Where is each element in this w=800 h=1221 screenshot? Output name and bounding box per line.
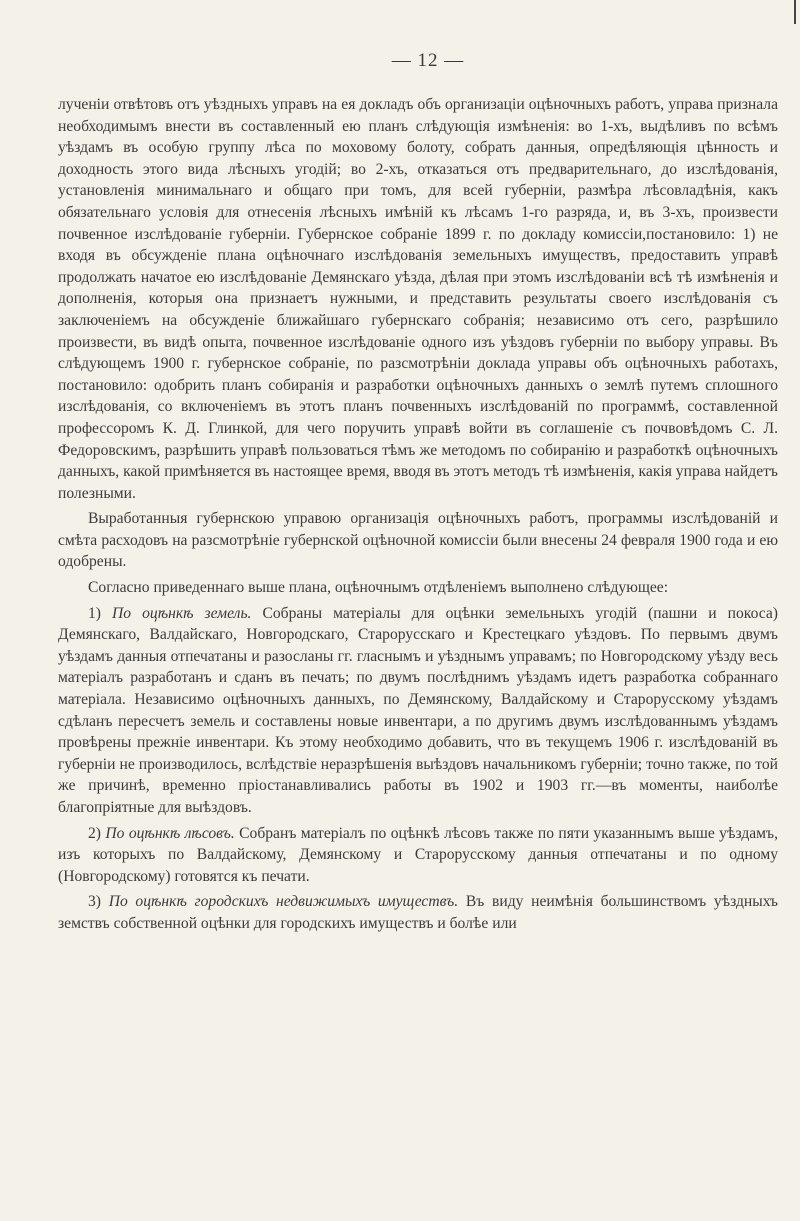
item-text: Собраны матеріалы для оцѣнки земельныхъ угодій (пашни и покоса) Демянскаго, Валдайскаго, Новгородскаго, Старорусскаго и Крестецкаго уѣздовъ. По первымъ двумъ уѣздамъ данныя отпечатаны и разосланы гг. гласнымъ и уѣзднымъ управамъ; по Новгородскому уѣзду весь матеріалъ разработанъ и сданъ въ печать; по двумъ послѣднимъ уѣздамъ идетъ разработка собраннаго матеріала. Независимо оцѣночныхъ данныхъ, по Демянскому, Валдайскому и Старорусскому уѣздамъ сдѣланъ пересчетъ земель и составлены новые инвентари, а по другимъ двумъ изслѣдованнымъ уѣздамъ провѣрены прежніе инвентари. Къ этому необходимо добавить, что въ текущемъ 1906 г. изслѣдованій въ губерніи не производилось, вслѣдствіе неразрѣшенія выѣздовъ начальникомъ губерніи; точно также, по той же причинѣ, временно пріостанавливались работы въ 1902 и 1903 гг.—въ моменты, наиболѣе благопріятные для выѣздовъ. — [58, 604, 778, 816]
list-item-land-valuation — [58, 603, 778, 819]
paragraph-approval: Выработанныя губернскою управою организація оцѣночныхъ работъ, программы изслѣдованій и смѣта расходовъ на разсмотрѣніе губернской оцѣночной комиссіи были внесены 24 февраля 1900 года и ею одобрены. — [58, 510, 778, 571]
item-number: 3) — [88, 893, 101, 911]
item-number: 2) — [88, 824, 101, 842]
item-number: 1) — [88, 604, 101, 622]
paragraph-plan-intro: Согласно приведеннаго выше плана, оцѣночнымъ отдѣленіемъ выполнено слѣдующее: — [88, 579, 669, 597]
paragraph-continuation: лученіи отвѣтовъ отъ уѣздныхъ управъ на ея докладъ объ организаціи оцѣночныхъ работъ, управа признала необходимымъ внести въ составленный ею планъ слѣдующія измѣненія: во 1-хъ, выдѣливъ по всѣмъ уѣздамъ въ особую группу лѣса по моховому болоту, собрать данныя, опредѣляющія цѣнность и доходность этого вида лѣсныхъ угодій; во 2-хъ, отказаться отъ предварительнаго, до изслѣдованія, установленія минимальнаго и общаго при томъ, для всей губерніи, размѣра лѣсовладѣнія, какъ обязательнаго условія для отнесенія лѣсныхъ имѣній къ лѣсамъ 1-го разряда, и, въ 3-хъ, произвести почвенное изслѣдованіе губерніи. Губернское собраніе 1899 г. по докладу комиссіи,постановило: 1) не входя въ обсужденіе плана оцѣночнаго изслѣдованія земельныхъ имуществъ, предоставить управѣ продолжать начатое ею изслѣдованіе Демянскаго уѣзда, дѣлая при этомъ изслѣдованіи всѣ тѣ измѣненія и дополненія, которыя она признаетъ нужными, и представить результаты своего изслѣдованія съ заключеніемъ на обсужденіе ближайшаго губернскаго собранія; независимо отъ сего, разрѣшило произвести, въ видѣ опыта, почвенное изслѣдованіе одного изъ уѣздовъ губерніи по выбору управы. Въ слѣдующемъ 1900 г. губернское собраніе, по разсмотрѣніи доклада управы объ оцѣночныхъ работахъ, постановило: одобрить планъ собиранія и разработки оцѣночныхъ данныхъ о землѣ путемъ сплошного изслѣдованія, со включеніемъ въ этотъ планъ почвенныхъ изслѣдованій по программѣ, составленной профессоромъ К. Д. Глинкой, для чего поручить управѣ войти въ соглашеніе съ почвовѣдомъ С. Л. Федоровскимъ, разрѣшить управѣ пользоваться тѣмъ же методомъ по собиранію и разработкѣ оцѣночныхъ данныхъ, какой примѣняется въ настоящее время, вводя въ этотъ методъ тѣ измѣненія, какія управа найдетъ полезными. — [58, 96, 778, 502]
list-item-urban-property-valuation — [58, 891, 778, 934]
page-number: — 12 — — [391, 50, 465, 71]
list-item-forest-valuation — [58, 823, 778, 888]
item-text: Собранъ матеріалъ по оцѣнкѣ лѣсовъ также по пяти указаннымъ выше уѣздамъ, изъ которыхъ по Валдайскому, Демянскому и Старорусскому данныя отпечатаны и по одному (Новгородскому) готовятся къ печати. — [58, 824, 779, 885]
item-heading: По оцѣнкѣ лѣсовъ. — [105, 824, 235, 842]
item-heading: По оцѣнкѣ земель. — [112, 604, 252, 622]
item-heading: По оцѣнкѣ городскихъ недвижимыхъ имуществъ. — [108, 893, 459, 911]
item-text: Въ виду неимѣнія большинствомъ уѣздныхъ земствъ собственной оцѣнки для городскихъ имуществъ и болѣе или — [58, 893, 778, 932]
